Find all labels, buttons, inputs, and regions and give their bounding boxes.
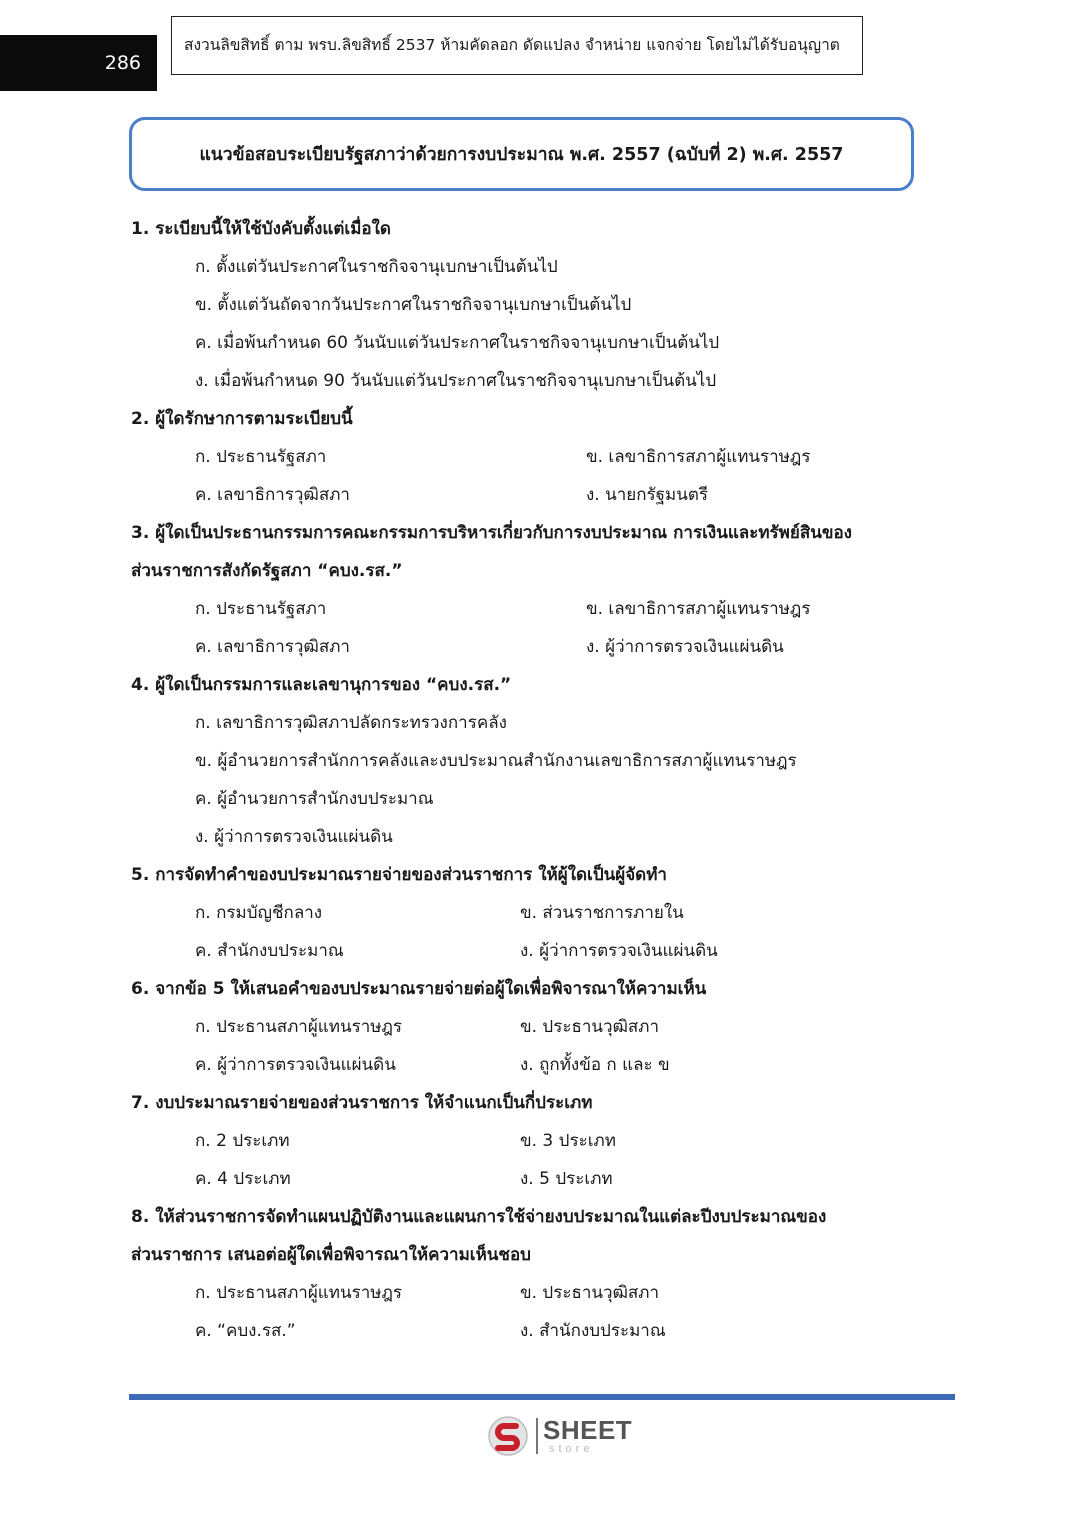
question-text: 8. ให้ส่วนราชการจัดทำแผนปฏิบัติงานและแผนการใช้จ่ายงบประมาณในแต่ละปีงบประมาณของ — [131, 1207, 827, 1227]
question-text-continued: ส่วนราชการ เสนอต่อผู้ใดเพื่อพิจารณาให้ความเห็นชอบ — [131, 1245, 531, 1265]
option-c: ค. เมื่อพ้นกำหนด 60 วันนับแต่วันประกาศในราชกิจจานุเบกษาเป็นต้นไป — [195, 333, 720, 353]
logo-separator — [536, 1418, 538, 1454]
option-row — [131, 1008, 931, 1046]
option-b: ข. ตั้งแต่วันถัดจากวันประกาศในราชกิจจานุเบกษาเป็นต้นไป — [195, 295, 632, 315]
option-row — [131, 1312, 931, 1350]
sheet-store-logo — [486, 1413, 632, 1459]
option-d: ง. ถูกทั้งข้อ ก และ ข — [520, 1055, 670, 1075]
option-a: ก. เลขาธิการวุฒิสภาปลัดกระทรวงการคลัง — [195, 713, 507, 733]
option-b: ข. ส่วนราชการภายใน — [520, 903, 684, 923]
question-text: 7. งบประมาณรายจ่ายของส่วนราชการ ให้จำแนกเป็นกี่ประเภท — [131, 1093, 593, 1113]
question-7 — [131, 1084, 931, 1198]
logo-text — [543, 1417, 632, 1455]
sheet-s-icon — [486, 1414, 530, 1458]
option-b: ข. เลขาธิการสภาผู้แทนราษฎร — [586, 599, 811, 619]
question-text: 2. ผู้ใดรักษาการตามระเบียบนี้ — [131, 409, 353, 429]
question-8 — [131, 1198, 931, 1350]
option-a: ก. 2 ประเภท — [195, 1131, 290, 1151]
logo-subtitle: store — [549, 1443, 594, 1455]
option-d: ง. ผู้ว่าการตรวจเงินแผ่นดิน — [586, 637, 784, 657]
option-b: ข. เลขาธิการสภาผู้แทนราษฎร — [586, 447, 811, 467]
copyright-notice: สงวนลิขสิทธิ์ ตาม พรบ.ลิขสิทธิ์ 2537 ห้ามคัดลอก ดัดแปลง จำหน่าย แจกจ่าย โดยไม่ได้รับอนุญาต — [171, 16, 863, 75]
option-d: ง. นายกรัฐมนตรี — [586, 485, 709, 505]
option-d: ง. ผู้ว่าการตรวจเงินแผ่นดิน — [520, 941, 718, 961]
exam-title: แนวข้อสอบระเบียบรัฐสภาว่าด้วยการงบประมาณ พ.ศ. 2557 (ฉบับที่ 2) พ.ศ. 2557 — [199, 145, 844, 165]
question-2 — [131, 400, 931, 514]
option-row — [131, 628, 931, 666]
question-text: 4. ผู้ใดเป็นกรรมการและเลขานุการของ “คบง.รส.” — [131, 675, 512, 695]
page-number: 286 — [0, 35, 157, 91]
exam-title-box — [129, 117, 914, 191]
question-4 — [131, 666, 931, 856]
option-row — [131, 1160, 931, 1198]
question-list — [131, 210, 931, 1350]
option-b: ข. ประธานวุฒิสภา — [520, 1283, 660, 1303]
option-row — [131, 932, 931, 970]
logo-word: SHEET — [543, 1415, 633, 1445]
option-d: ง. สำนักงบประมาณ — [520, 1321, 666, 1341]
option-row — [131, 1274, 931, 1312]
option-a: ก. กรมบัญชีกลาง — [195, 903, 323, 923]
option-c: ค. สำนักงบประมาณ — [195, 941, 344, 961]
option-row — [131, 476, 931, 514]
question-3 — [131, 514, 931, 666]
footer-rule — [129, 1394, 955, 1400]
question-text: 5. การจัดทำคำของบประมาณรายจ่ายของส่วนราชการ ให้ผู้ใดเป็นผู้จัดทำ — [131, 865, 667, 885]
question-text: 3. ผู้ใดเป็นประธานกรรมการคณะกรรมการบริหารเกี่ยวกับการงบประมาณ การเงินและทรัพย์สินของ — [131, 523, 852, 543]
option-c: ค. 4 ประเภท — [195, 1169, 291, 1189]
option-a: ก. ประธานสภาผู้แทนราษฎร — [195, 1283, 402, 1303]
option-b: ข. ประธานวุฒิสภา — [520, 1017, 660, 1037]
option-c: ค. เลขาธิการวุฒิสภา — [195, 485, 350, 505]
question-6 — [131, 970, 931, 1084]
option-d: ง. ผู้ว่าการตรวจเงินแผ่นดิน — [195, 827, 393, 847]
option-d: ง. 5 ประเภท — [520, 1169, 613, 1189]
option-b: ข. ผู้อำนวยการสำนักการคลังและงบประมาณสำนักงานเลขาธิการสภาผู้แทนราษฎร — [195, 751, 797, 771]
option-row — [131, 1122, 931, 1160]
option-b: ข. 3 ประเภท — [520, 1131, 616, 1151]
option-a: ก. ประธานสภาผู้แทนราษฎร — [195, 1017, 402, 1037]
option-c: ค. เลขาธิการวุฒิสภา — [195, 637, 350, 657]
question-text-continued: ส่วนราชการสังกัดรัฐสภา “คบง.รส.” — [131, 561, 403, 581]
question-5 — [131, 856, 931, 970]
option-c: ค. ผู้อำนวยการสำนักงบประมาณ — [195, 789, 434, 809]
option-a: ก. ตั้งแต่วันประกาศในราชกิจจานุเบกษาเป็นต้นไป — [195, 257, 558, 277]
option-a: ก. ประธานรัฐสภา — [195, 599, 327, 619]
option-c: ค. ผู้ว่าการตรวจเงินแผ่นดิน — [195, 1055, 396, 1075]
question-1 — [131, 210, 931, 400]
option-row — [131, 590, 931, 628]
option-row — [131, 894, 931, 932]
option-row — [131, 1046, 931, 1084]
option-a: ก. ประธานรัฐสภา — [195, 447, 327, 467]
question-text: 1. ระเบียบนี้ให้ใช้บังคับตั้งแต่เมื่อใด — [131, 219, 391, 239]
question-text: 6. จากข้อ 5 ให้เสนอคำของบประมาณรายจ่ายต่อผู้ใดเพื่อพิจารณาให้ความเห็น — [131, 979, 707, 999]
option-row — [131, 438, 931, 476]
option-c: ค. “คบง.รส.” — [195, 1321, 296, 1341]
option-d: ง. เมื่อพ้นกำหนด 90 วันนับแต่วันประกาศในราชกิจจานุเบกษาเป็นต้นไป — [195, 371, 717, 391]
